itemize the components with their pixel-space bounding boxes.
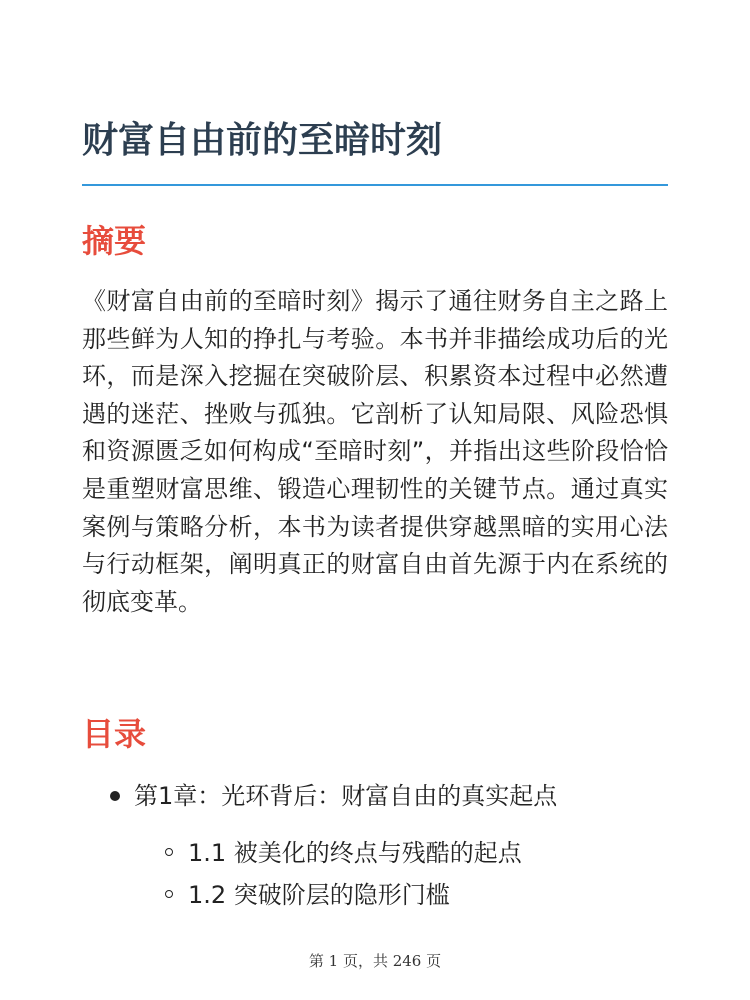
toc-section-label: 1.2 突破阶层的隐形门槛 xyxy=(188,881,450,909)
toc-chapter-label: 第1章：光环背后：财富自由的真实起点 xyxy=(134,782,558,810)
title-divider xyxy=(82,184,668,186)
bullet-disc-icon xyxy=(110,791,120,801)
toc-sublist xyxy=(134,832,668,916)
bullet-circle-icon xyxy=(165,848,173,856)
document-title: 财富自由前的至暗时刻 xyxy=(82,120,443,161)
page-number-footer: 第 1 页，共 246 页 xyxy=(308,952,442,970)
toc-section-1-2 xyxy=(134,874,668,916)
toc-heading: 目录 xyxy=(82,715,147,753)
toc-chapter-1 xyxy=(82,776,668,916)
toc-list xyxy=(82,776,668,916)
toc-section-label: 1.1 被美化的终点与残酷的起点 xyxy=(188,839,522,867)
bullet-circle-icon xyxy=(165,890,173,898)
toc-section-1-1 xyxy=(134,832,668,874)
abstract-heading: 摘要 xyxy=(82,222,147,260)
abstract-paragraph: 《财富自由前的至暗时刻》揭示了通往财务自主之路上那些鲜为人知的挣扎与考验。本书并非描绘成功后的光环，而是深入挖掘在突破阶层、积累资本过程中必然遭遇的迷茫、挫败与孤独。它剖析了认知局限、风险恐惧和资源匮乏如何构成“至暗时刻”，并指出这些阶段恰恰是重塑财富思维、锻造心理韧性的关键节点。通过真实案例与策略分析，本书为读者提供穿越黑暗的实用心法与行动框架，阐明真正的财富自由首先源于内在系统的彻底变革。 xyxy=(82,287,668,616)
document-page xyxy=(82,0,668,1000)
